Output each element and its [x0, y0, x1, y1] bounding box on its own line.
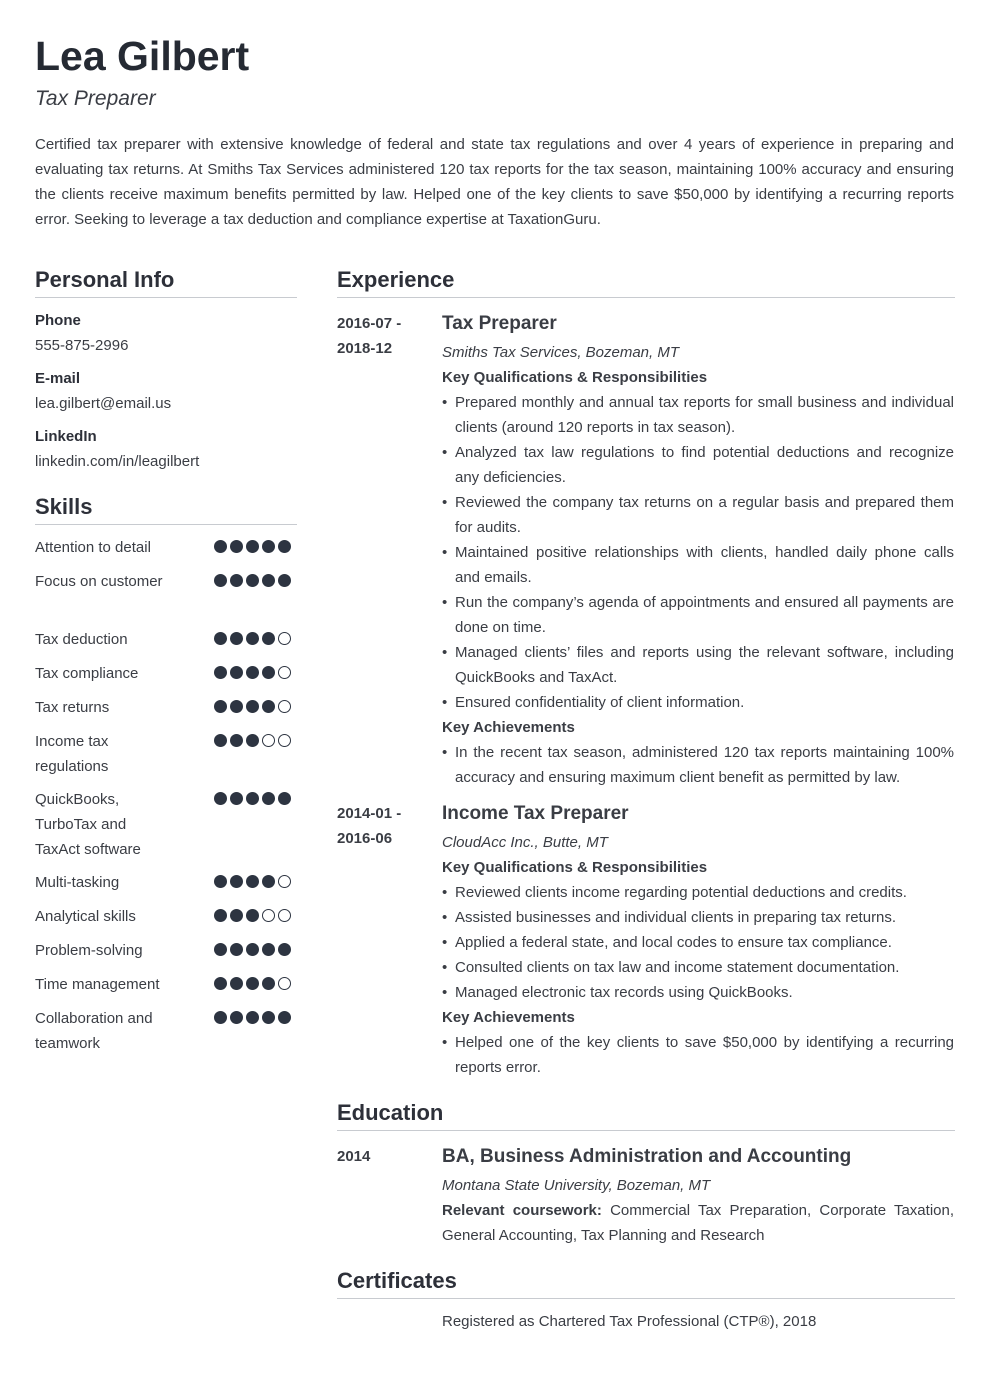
filled-dot-icon [214, 540, 227, 553]
filled-dot-icon [214, 734, 227, 747]
list-item: • Consulted clients on tax law and income statement documentation. [442, 955, 954, 980]
skills-heading: Skills [35, 493, 297, 525]
skill-name: Attention to detail [35, 539, 151, 556]
filled-dot-icon [214, 632, 227, 645]
skill-item [35, 972, 297, 997]
skill-rating [214, 540, 291, 555]
filled-dot-icon [262, 540, 275, 553]
job-date-end: 2016-06 [337, 830, 393, 847]
school-name: Montana State University, Bozeman, MT [442, 1177, 711, 1194]
skill-item [35, 627, 297, 652]
profile-summary: Certified tax preparer with extensive knowledge of federal and state tax regulations and over 4 years of experience in preparing and evaluating tax returns. At Smiths Tax Services administered 120 tax reports for the tax season, maintaining 100% accuracy and ensuring the clients receive maximum benefits permitted by law. Helped one of the key clients to save $50,000 by identifying a recurring reports error. Seeking to leverage a tax deduction and compliance expertise at TaxationGuru. [35, 136, 954, 228]
filled-dot-icon [230, 700, 243, 713]
list-item: • Managed electronic tax records using QuickBooks. [442, 980, 954, 1005]
list-item: • Assisted businesses and individual clients in preparing tax returns. [442, 905, 954, 930]
filled-dot-icon [278, 540, 291, 553]
filled-dot-icon [262, 700, 275, 713]
filled-dot-icon [246, 1011, 259, 1024]
coursework-label: Relevant coursework: [442, 1202, 602, 1219]
empty-dot-icon [278, 977, 291, 990]
filled-dot-icon [214, 909, 227, 922]
empty-dot-icon [278, 909, 291, 922]
empty-dot-icon [278, 700, 291, 713]
skill-item [35, 661, 297, 686]
filled-dot-icon [262, 977, 275, 990]
personal-info-heading: Personal Info [35, 266, 297, 298]
list-item: • Applied a federal state, and local codes to ensure tax compliance. [442, 930, 954, 955]
list-item: • Prepared monthly and annual tax reports for small business and individual clients (around 120 reports in tax season). [442, 390, 954, 440]
skill-name: Tax returns [35, 699, 110, 716]
skill-rating [214, 943, 291, 958]
achievements-label: Key Achievements [442, 1009, 575, 1026]
experience-heading: Experience [337, 266, 955, 298]
filled-dot-icon [262, 574, 275, 587]
filled-dot-icon [230, 574, 243, 587]
job-title: Tax Preparer [442, 313, 557, 334]
skill-rating [214, 700, 291, 715]
phone-value: 555-875-2996 [35, 337, 129, 354]
filled-dot-icon [262, 1011, 275, 1024]
job-date-start: 2016-07 - [337, 315, 402, 332]
filled-dot-icon [246, 943, 259, 956]
list-item: • In the recent tax season, administered 120 tax reports maintaining 100% accuracy and ensuring maximum client benefit as permitted by law. [442, 740, 954, 790]
filled-dot-icon [230, 1011, 243, 1024]
filled-dot-icon [246, 700, 259, 713]
empty-dot-icon [278, 666, 291, 679]
skill-item [35, 1006, 297, 1056]
skill-name: Time management [35, 976, 160, 993]
skill-rating [214, 574, 291, 589]
empty-dot-icon [262, 909, 275, 922]
empty-dot-icon [262, 734, 275, 747]
skill-rating [214, 909, 291, 924]
list-item: • Analyzed tax law regulations to find potential deductions and recognize any deficiencies. [442, 440, 954, 490]
filled-dot-icon [214, 1011, 227, 1024]
filled-dot-icon [230, 977, 243, 990]
filled-dot-icon [246, 909, 259, 922]
job-title: Income Tax Preparer [442, 803, 629, 824]
list-item: • Ensured confidentiality of client information. [442, 690, 954, 715]
filled-dot-icon [214, 666, 227, 679]
job-entry [442, 801, 954, 1080]
education-heading: Education [337, 1099, 955, 1131]
job-date-start: 2014-01 - [337, 805, 402, 822]
skill-rating [214, 734, 291, 749]
skill-item [35, 569, 297, 594]
coursework [442, 1198, 954, 1248]
list-item: • Helped one of the key clients to save $50,000 by identifying a recurring reports error. [442, 1030, 954, 1080]
skill-rating [214, 666, 291, 681]
filled-dot-icon [278, 574, 291, 587]
skill-item [35, 787, 297, 862]
filled-dot-icon [214, 977, 227, 990]
job-date-end: 2018-12 [337, 340, 393, 357]
job-date-range [337, 801, 401, 851]
filled-dot-icon [214, 574, 227, 587]
list-item: • Reviewed clients income regarding potential deductions and credits. [442, 880, 954, 905]
skill-rating [214, 1011, 291, 1026]
filled-dot-icon [246, 632, 259, 645]
filled-dot-icon [230, 632, 243, 645]
filled-dot-icon [214, 700, 227, 713]
filled-dot-icon [262, 632, 275, 645]
job-date-range [337, 311, 401, 361]
list-item: • Reviewed the company tax returns on a regular basis and prepared them for audits. [442, 490, 954, 540]
skill-rating [214, 875, 291, 890]
candidate-name: Lea Gilbert [35, 33, 250, 79]
certificate-text: Registered as Chartered Tax Professional (CTP®), 2018 [442, 1313, 817, 1330]
skill-item [35, 904, 297, 929]
filled-dot-icon [246, 792, 259, 805]
coursework-value: Commercial Tax Preparation, Corporate Taxation, General Accounting, Tax Planning and Research [442, 1202, 954, 1244]
skill-name: Tax compliance [35, 665, 139, 682]
education-entry [442, 1144, 954, 1248]
filled-dot-icon [278, 943, 291, 956]
filled-dot-icon [230, 875, 243, 888]
email-value[interactable]: lea.gilbert@email.us [35, 395, 172, 412]
filled-dot-icon [262, 666, 275, 679]
filled-dot-icon [262, 792, 275, 805]
filled-dot-icon [230, 943, 243, 956]
responsibilities-label: Key Qualifications & Responsibilities [442, 369, 708, 386]
list-item: • Maintained positive relationships with clients, handled daily phone calls and emails. [442, 540, 954, 590]
filled-dot-icon [246, 875, 259, 888]
job-entry [442, 311, 954, 790]
responsibilities-list [442, 390, 954, 715]
filled-dot-icon [230, 792, 243, 805]
email-label: E-mail [35, 370, 81, 387]
skill-name: Income tax regulations [35, 733, 109, 775]
filled-dot-icon [278, 792, 291, 805]
skill-name: Collaboration and teamwork [35, 1010, 153, 1052]
certificate-item [442, 1309, 954, 1334]
filled-dot-icon [230, 666, 243, 679]
skill-name: Multi-tasking [35, 874, 120, 891]
skill-item [35, 938, 297, 963]
degree-title: BA, Business Administration and Accounting [442, 1146, 852, 1167]
skill-item [35, 535, 297, 560]
filled-dot-icon [246, 977, 259, 990]
skill-name: Focus on customer [35, 573, 163, 590]
list-item: • Run the company’s agenda of appointments and ensured all payments are done on time. [442, 590, 954, 640]
filled-dot-icon [246, 734, 259, 747]
job-company: CloudAcc Inc., Butte, MT [442, 834, 608, 851]
filled-dot-icon [246, 574, 259, 587]
skill-rating [214, 792, 291, 807]
filled-dot-icon [246, 666, 259, 679]
filled-dot-icon [230, 734, 243, 747]
skill-item [35, 695, 297, 720]
filled-dot-icon [278, 1011, 291, 1024]
skill-rating [214, 977, 291, 992]
empty-dot-icon [278, 875, 291, 888]
achievements-list [442, 740, 954, 790]
candidate-role: Tax Preparer [35, 87, 156, 110]
linkedin-label: LinkedIn [35, 428, 97, 445]
certificates-heading: Certificates [337, 1267, 955, 1299]
filled-dot-icon [214, 943, 227, 956]
filled-dot-icon [230, 540, 243, 553]
skill-name: Problem-solving [35, 942, 143, 959]
empty-dot-icon [278, 734, 291, 747]
responsibilities-label: Key Qualifications & Responsibilities [442, 859, 708, 876]
empty-dot-icon [278, 632, 291, 645]
linkedin-value[interactable]: linkedin.com/in/leagilbert [35, 453, 200, 470]
achievements-list [442, 1030, 954, 1080]
skill-name: Tax deduction [35, 631, 128, 648]
achievements-label: Key Achievements [442, 719, 575, 736]
filled-dot-icon [230, 909, 243, 922]
filled-dot-icon [262, 943, 275, 956]
filled-dot-icon [262, 875, 275, 888]
skill-name: Analytical skills [35, 908, 136, 925]
skill-item [35, 870, 297, 895]
job-company: Smiths Tax Services, Bozeman, MT [442, 344, 680, 361]
filled-dot-icon [214, 875, 227, 888]
personal-info [35, 308, 297, 474]
education-year: 2014 [337, 1148, 371, 1165]
skill-item [35, 729, 297, 779]
filled-dot-icon [246, 540, 259, 553]
filled-dot-icon [214, 792, 227, 805]
responsibilities-list [442, 880, 954, 1005]
list-item: • Managed clients’ files and reports using the relevant software, including QuickBooks and TaxAct. [442, 640, 954, 690]
phone-label: Phone [35, 312, 81, 329]
skill-name: QuickBooks, TurboTax and TaxAct software [35, 791, 141, 858]
skill-rating [214, 632, 291, 647]
